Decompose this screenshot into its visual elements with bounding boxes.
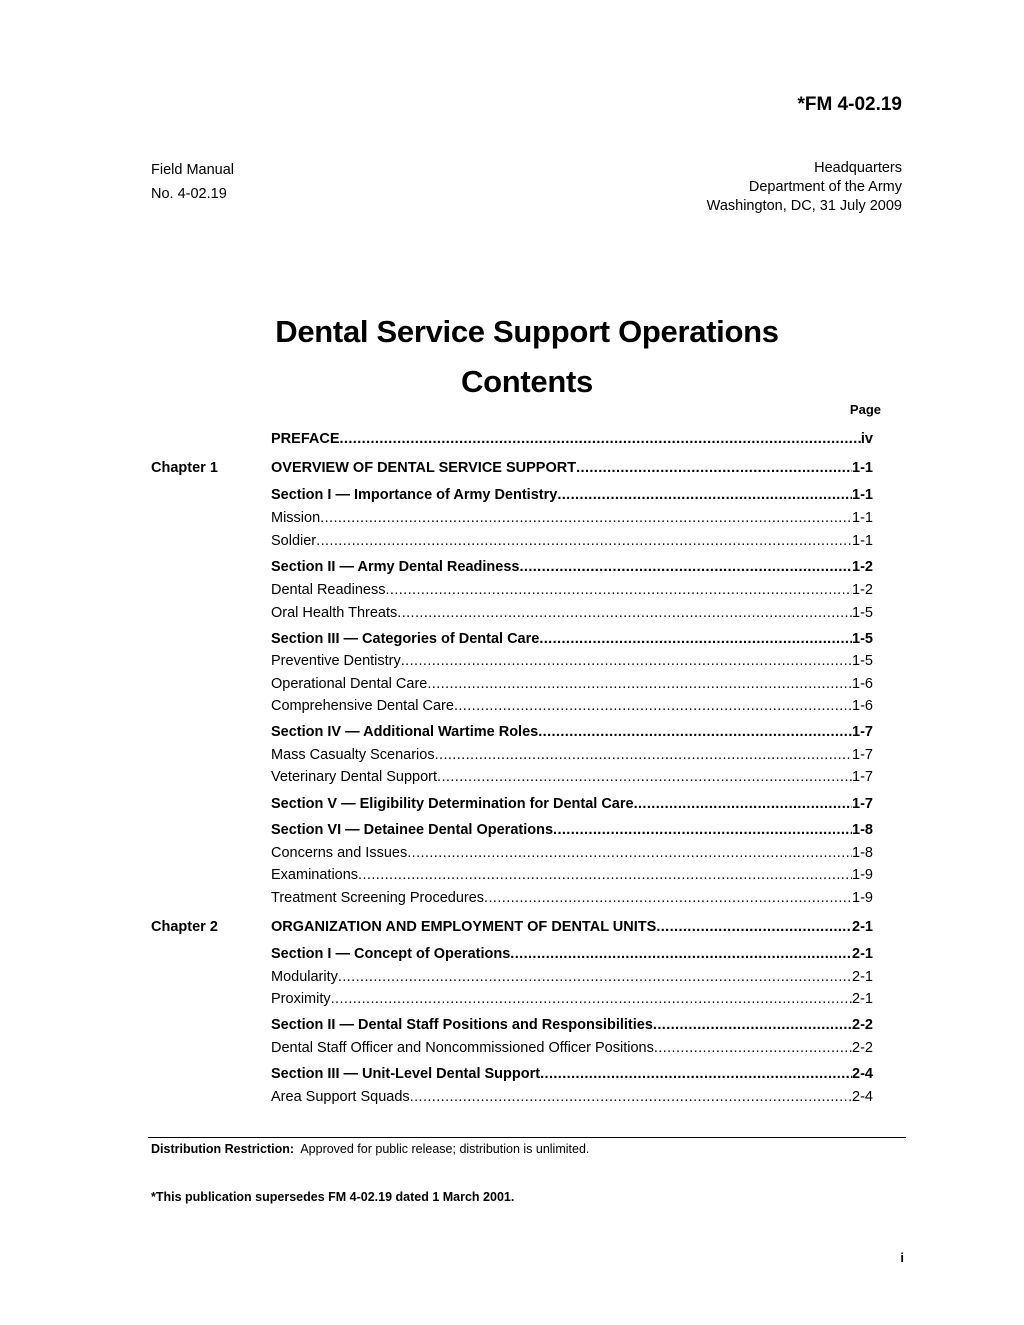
toc-entry[interactable] (271, 990, 873, 1008)
toc-page-number: 1-5 (852, 653, 873, 669)
toc-entry[interactable] (271, 558, 873, 576)
toc-dot-leader (435, 746, 852, 764)
toc-entry-title: Modularity (271, 969, 338, 985)
toc-dot-leader (557, 486, 852, 504)
toc-dot-leader (338, 968, 852, 986)
toc-entry[interactable] (271, 1088, 873, 1106)
toc-entry-title: ORGANIZATION AND EMPLOYMENT OF DENTAL UNITS (271, 919, 657, 935)
toc-entry-title: Preventive Dentistry (271, 653, 401, 669)
toc-page-number: 1-7 (852, 796, 873, 812)
toc-page-number: 1-1 (852, 460, 873, 476)
manual-code: *FM 4-02.19 (797, 94, 902, 115)
toc-entry[interactable] (271, 675, 873, 693)
toc-page-number: 2-1 (852, 969, 873, 985)
toc-dot-leader (653, 1016, 852, 1034)
toc-page-number: 1-9 (852, 867, 873, 883)
distribution-label: Distribution Restriction: (151, 1142, 295, 1156)
toc-page-number: 1-2 (852, 582, 873, 598)
toc-dot-leader (320, 509, 852, 527)
toc-entry[interactable] (271, 768, 873, 786)
toc-dot-leader (410, 1088, 852, 1106)
toc-dot-leader (510, 945, 852, 963)
toc-entry[interactable] (271, 821, 873, 839)
toc-entry[interactable] (271, 697, 873, 715)
toc-page-number: 1-1 (852, 533, 873, 549)
toc-entry-title: PREFACE (271, 431, 340, 447)
toc-entry-title: Section III — Unit-Level Dental Support (271, 1066, 541, 1082)
toc-page-number: 1-8 (852, 845, 873, 861)
toc-entry-title: Section V — Eligibility Determination for Dental Care (271, 796, 634, 812)
toc-dot-leader (538, 723, 852, 741)
toc-page-number: 1-1 (852, 510, 873, 526)
toc-dot-leader (340, 430, 861, 448)
toc-dot-leader (484, 889, 852, 907)
toc-page-number: 1-7 (852, 724, 873, 740)
toc-entry[interactable] (271, 630, 873, 648)
toc-page-number: 1-9 (852, 890, 873, 906)
toc-entry-title: Area Support Squads (271, 1089, 410, 1105)
toc-chapter-label: Chapter 2 (151, 919, 218, 935)
toc-dot-leader (519, 558, 852, 576)
toc-entry-title: Section IV — Additional Wartime Roles (271, 724, 539, 740)
toc-entry-title: Soldier (271, 533, 317, 549)
toc-entry[interactable] (271, 968, 873, 986)
toc-entry[interactable] (271, 889, 873, 907)
supersedes-note: *This publication supersedes FM 4-02.19 dated 1 March 2001. (151, 1190, 515, 1204)
footer-divider (148, 1137, 906, 1138)
toc-dot-leader (454, 697, 852, 715)
toc-entry-title: Operational Dental Care (271, 676, 428, 692)
toc-entry[interactable] (271, 486, 873, 504)
toc-entry-title: Examinations (271, 867, 359, 883)
toc-page-number: 1-5 (852, 631, 873, 647)
toc-page-number: 1-7 (852, 769, 873, 785)
toc-entry-title: Section I — Importance of Army Dentistry (271, 487, 558, 503)
toc-dot-leader (634, 795, 852, 813)
toc-dot-leader (385, 581, 852, 599)
toc-entry[interactable] (271, 581, 873, 599)
toc-dot-leader (576, 459, 852, 477)
toc-entry[interactable] (271, 1065, 873, 1083)
toc-entry[interactable] (271, 604, 873, 622)
toc-dot-leader (331, 990, 852, 1008)
distribution-restriction (151, 1142, 589, 1156)
toc-page-number: 2-1 (852, 946, 873, 962)
toc-page-number: 1-1 (852, 487, 873, 503)
page-column-label: Page (849, 402, 881, 417)
document-title: Dental Service Support Operations (275, 314, 779, 349)
toc-chapter-label: Chapter 1 (151, 460, 218, 476)
toc-entry[interactable] (271, 1016, 873, 1034)
location-date: Washington, DC, 31 July 2009 (706, 198, 902, 214)
toc-entry[interactable] (271, 1039, 873, 1057)
contents-heading: Contents (461, 364, 593, 399)
toc-page-number: 2-1 (852, 991, 873, 1007)
toc-dot-leader (656, 918, 852, 936)
toc-entry[interactable] (271, 795, 873, 813)
toc-dot-leader (427, 675, 852, 693)
field-manual-label: Field Manual (151, 162, 235, 178)
toc-dot-leader (539, 630, 852, 648)
toc-page-number: 2-2 (852, 1017, 873, 1033)
headquarters-label: Headquarters (814, 160, 902, 176)
manual-number: No. 4-02.19 (151, 186, 227, 202)
toc-entry-title: Section II — Army Dental Readiness (271, 559, 520, 575)
toc-entry-title: Treatment Screening Procedures (271, 890, 485, 906)
toc-entry-title: Section I — Concept of Operations (271, 946, 511, 962)
toc-entry[interactable] (271, 430, 873, 448)
toc-dot-leader (407, 844, 852, 862)
toc-dot-leader (553, 821, 852, 839)
toc-page-number: iv (860, 431, 873, 447)
toc-entry[interactable] (271, 866, 873, 884)
toc-page-number: 1-2 (852, 559, 873, 575)
toc-entry[interactable] (271, 652, 873, 670)
toc-entry-title: Veterinary Dental Support (271, 769, 438, 785)
toc-dot-leader (654, 1039, 852, 1057)
toc-dot-leader (540, 1065, 852, 1083)
toc-dot-leader (316, 532, 852, 550)
toc-entry[interactable] (271, 459, 873, 477)
toc-entry-title: Dental Readiness (271, 582, 386, 598)
department-label: Department of the Army (748, 179, 902, 195)
toc-dot-leader (401, 652, 852, 670)
toc-page-number: 1-8 (852, 822, 873, 838)
toc-entry[interactable] (271, 844, 873, 862)
toc-entry-title: Mission (271, 510, 321, 526)
toc-page-number: 1-6 (852, 698, 873, 714)
toc-entry[interactable] (271, 532, 873, 550)
toc-page-number: 2-4 (852, 1066, 873, 1082)
toc-page-number: 2-2 (852, 1040, 873, 1056)
toc-entry-title: Dental Staff Officer and Noncommissioned Officer Positions (271, 1040, 654, 1056)
toc-entry-title: Mass Casualty Scenarios (271, 747, 435, 763)
toc-entry-title: Comprehensive Dental Care (271, 698, 454, 714)
toc-entry-title: Proximity (271, 991, 331, 1007)
page-number: i (900, 1250, 904, 1265)
toc-dot-leader (397, 604, 852, 622)
toc-entry[interactable] (271, 945, 873, 963)
toc-page-number: 1-7 (852, 747, 873, 763)
distribution-text: Approved for public release; distribution is unlimited. (300, 1142, 590, 1156)
toc-entry-title: Section III — Categories of Dental Care (271, 631, 540, 647)
toc-dot-leader (437, 768, 852, 786)
toc-entry-title: OVERVIEW OF DENTAL SERVICE SUPPORT (271, 460, 577, 476)
toc-entry-title: Oral Health Threats (271, 605, 398, 621)
toc-entry[interactable] (271, 509, 873, 527)
toc-page-number: 1-6 (852, 676, 873, 692)
toc-page-number: 2-1 (852, 919, 873, 935)
toc-entry-title: Section II — Dental Staff Positions and Responsibilities (271, 1017, 653, 1033)
toc-entry[interactable] (271, 918, 873, 936)
toc-entry[interactable] (271, 746, 873, 764)
toc-dot-leader (358, 866, 852, 884)
toc-entry-title: Section VI — Detainee Dental Operations (271, 822, 554, 838)
toc-page-number: 2-4 (852, 1089, 873, 1105)
toc-entry-title: Concerns and Issues (271, 845, 408, 861)
toc-page-number: 1-5 (852, 605, 873, 621)
toc-entry[interactable] (271, 723, 873, 741)
